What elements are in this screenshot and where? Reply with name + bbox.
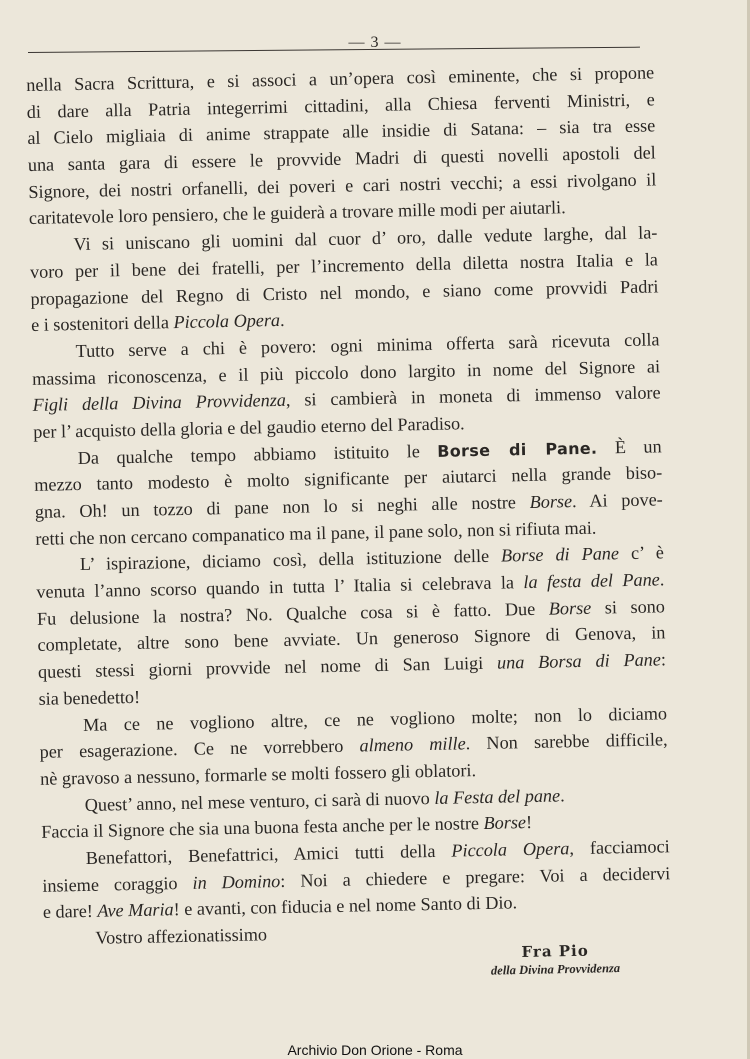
text-line: Tutto serve a chi è povero: ogni minima offerta sarà ricevuta colla (75, 329, 660, 361)
text-line: massima riconoscenza, e il più piccolo dono largito in nome del Signore ai (31, 355, 661, 389)
text-line: di dare alla Patria integerrimi cittadini, alla Chiesa ferventi Ministri, e (26, 89, 655, 122)
italic-phrase: Figli della Divina Provvidenza (32, 390, 287, 416)
archive-footer: Archivio Don Orione - Roma (287, 1042, 463, 1058)
text-line: questi stessi giorni provvide nel nome di San Luigi una Borsa di Pane: (37, 649, 667, 683)
text-line: una santa gara di essere le provvide Madri di questi novelli apostoli del (27, 142, 656, 176)
text-line: Vi si uniscano gli uomini dal cuor d’ oro, dalle vedute larghe, dal la- (73, 222, 658, 255)
italic-phrase: Borse di Pane (500, 543, 620, 566)
italic-phrase: Ave Maria (97, 899, 174, 922)
text-line: per l’ acquisto della gloria e del gaudio eterno del Paradiso. (33, 413, 465, 442)
text-line: propagazione del Regno di Cristo nel mondo, e siano come provvidi Padri (30, 275, 659, 309)
text-line: venuta l’anno scorso quando in tutta l’ Italia si celebrava la la festa del Pane. (36, 569, 665, 602)
text-line: al Cielo migliaia di anime strappate alle insidie di Satana: – sia tra esse (27, 115, 656, 149)
text-line: Quest’ anno, nel mese venturo, ci sarà di nuovo la Festa del pane. (84, 784, 565, 815)
text-line: mezzo tanto modesto è molto significante per aiutarci nella grande biso- (34, 462, 663, 496)
text-line: voro per il bene dei fratelli, per l’incremento della diletta nostra Italia e la (29, 249, 659, 282)
italic-phrase: Borse (548, 597, 592, 619)
italic-phrase: almeno mille (359, 733, 466, 756)
italic-phrase: Borse (483, 812, 527, 834)
text-line: L’ ispirazione, diciamo così, della istituzione delle Borse di Pane c’ è (79, 542, 664, 575)
signature-name: Fra Pio (521, 941, 589, 961)
text-line: nella Sacra Scrittura, e si associ a un’opera così eminente, che si propone (26, 62, 655, 95)
text-line: Figli della Divina Provvidenza, si cambierà in moneta di immenso valore (32, 382, 661, 416)
italic-phrase: Piccola Opera (173, 310, 281, 333)
italic-phrase: Borse (529, 491, 573, 512)
text-line: sia benedetto! (38, 686, 141, 709)
text-line: per esagerazione. Ce ne vorrebbero almeno mille. Non sarebbe difficile, (39, 729, 668, 763)
text-line: gna. Oh! un tozzo di pane non lo si neghi alle nostre Borse. Ai pove- (34, 489, 663, 522)
italic-phrase: la Festa del pane (434, 784, 561, 808)
italic-phrase: in Domino (192, 870, 281, 893)
text-line: Benefattori, Benefattrici, Amici tutti della Piccola Opera, facciamoci (85, 836, 670, 868)
text-line: completate, altre sono bene avviate. Un generoso Signore di Genova, in (37, 622, 666, 656)
text-line: Faccia il Signore che sia una buona festa anche per le nostre Borse! (41, 812, 533, 843)
text-line: e i sostenitori della Piccola Opera. (30, 310, 285, 336)
signature-subtitle: della Divina Provvidenza (490, 960, 621, 978)
letter-body (26, 59, 672, 952)
bold-phrase: Borse di Pane. (437, 438, 598, 461)
text-line: Fu delusione la nostra? No. Qualche cosa si è fatto. Due Borse si sono (36, 596, 666, 629)
text-line: Ma ce ne vogliono altre, ce ne vogliono molte; non lo diciamo (82, 702, 668, 735)
text-line: e dare! Ave Maria! e avanti, con fiducia e nel nome Santo di Dio. (42, 892, 518, 923)
text-line: Da qualche tempo abbiamo istituito le Borse di Pane. È un (77, 435, 662, 468)
page-number: — 3 — (348, 34, 402, 51)
text-line: insieme coraggio in Domino: Noi a chiedere e pregare: Voi a decidervi (42, 862, 671, 896)
closing-salutation: Vostro affezionatissimo (95, 924, 268, 948)
italic-phrase: una Borsa di Pane (496, 649, 662, 673)
text-line: retti che non cercano companatico ma il pane, il pane solo, non si rifiuta mai. (35, 517, 597, 549)
text-line: caritatevole loro pensiero, che le guiderà a trovare mille modi per aiutarli. (28, 197, 566, 229)
text-line: nè gravoso a nessuno, formarle se molti fossero gli oblatori. (39, 759, 477, 789)
signature-block (470, 941, 641, 979)
text-line: Signore, dei nostri orfanelli, dei poveri e cari nostri vecchi; a essi rivolgano il (28, 169, 657, 202)
italic-phrase: la festa del Pane (523, 569, 660, 593)
italic-phrase: Piccola Opera (451, 838, 570, 861)
